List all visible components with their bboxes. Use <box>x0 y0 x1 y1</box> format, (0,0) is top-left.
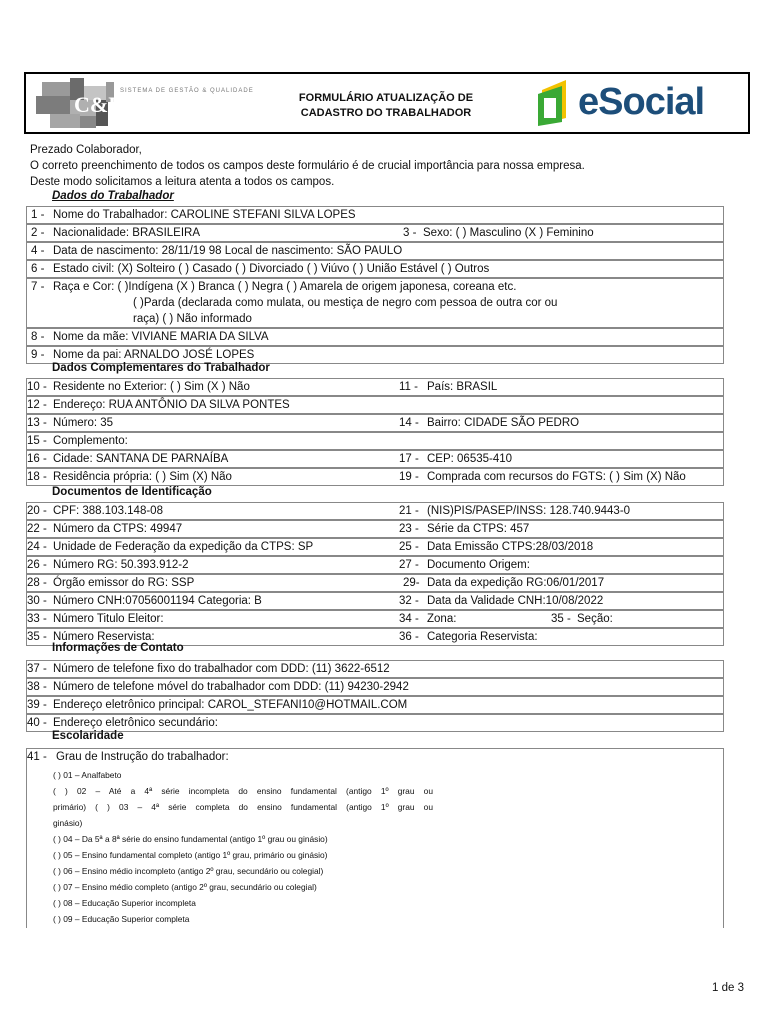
grau-option-03[interactable]: primário) ( ) 03 – 4ª série completa do ensino fundamental (antigo 1º grau ou <box>53 802 433 812</box>
field-number: 33 - <box>27 613 47 625</box>
field-serie-ctps[interactable]: Série da CTPS: 457 <box>427 523 530 535</box>
grau-option-07[interactable]: ( ) 07 – Ensino médio completo (antigo 2º grau, secundário ou colegial) <box>53 882 317 892</box>
field-email-secundario[interactable]: Endereço eletrônico secundário: <box>53 717 218 729</box>
field-number: 41 - <box>27 751 47 763</box>
grau-option-03-cont: ginásio) <box>53 818 83 828</box>
grau-option-09[interactable]: ( ) 09 – Educação Superior completa <box>53 914 190 924</box>
field-endereco[interactable]: Endereço: RUA ANTÔNIO DA SILVA PONTES <box>53 399 290 411</box>
field-number: 11 - <box>399 381 418 393</box>
section-dados-trabalhador: Dados do Trabalhador <box>52 190 174 202</box>
field-residencia-propria[interactable]: Residência própria: ( ) Sim (X) Não <box>53 471 232 483</box>
field-number: 22 - <box>27 523 47 535</box>
logo-caption: SISTEMA DE GESTÃO & QUALIDADE <box>120 88 254 94</box>
field-pais[interactable]: País: BRASIL <box>427 381 498 393</box>
field-number: 10 - <box>27 381 47 393</box>
field-number: 20 - <box>27 505 47 517</box>
field-nome-mae[interactable]: Nome da mãe: VIVIANE MARIA DA SILVA <box>53 331 269 343</box>
field-number: 13 - <box>27 417 47 429</box>
field-complemento[interactable]: Complemento: <box>53 435 128 447</box>
field-uf-ctps[interactable]: Unidade de Federação da expedição da CTPS: SP <box>53 541 314 553</box>
field-cpf[interactable]: CPF: 388.103.148-08 <box>53 505 163 517</box>
field-nome-trabalhador[interactable]: Nome do Trabalhador: CAROLINE STEFANI SILVA LOPES <box>53 209 356 221</box>
field-numero-ctps[interactable]: Número da CTPS: 49947 <box>53 523 183 535</box>
field-nascimento[interactable]: Data de nascimento: 28/11/19 98 Local de nascimento: SÃO PAULO <box>53 245 403 257</box>
esocial-mark-icon <box>534 78 578 126</box>
raca-cor-line: raça) ( ) Não informado <box>133 313 252 325</box>
field-number: 26 - <box>27 559 47 571</box>
field-numero-reservista[interactable]: Número Reservista: <box>53 631 155 643</box>
field-raca-cor[interactable] <box>53 279 557 327</box>
intro-greeting: Prezado Colaborador, <box>30 144 142 156</box>
field-row[interactable] <box>26 538 724 556</box>
field-number: 39 - <box>27 699 47 711</box>
field-number: 24 - <box>27 541 47 553</box>
field-number: 35 - <box>27 631 47 643</box>
field-documento-origem[interactable]: Documento Origem: <box>427 559 530 571</box>
field-number: 37 - <box>27 663 47 675</box>
field-row[interactable] <box>26 714 724 732</box>
section-dados-complementares: Dados Complementares do Trabalhador <box>52 362 270 374</box>
company-logo <box>34 76 254 130</box>
page-number: 1 de 3 <box>712 982 744 994</box>
field-number: 8 - <box>31 331 45 343</box>
field-number: 25 - <box>399 541 419 553</box>
grau-option-04[interactable]: ( ) 04 – Da 5ª a 8ª série do ensino fundamental (antigo 1º grau ou ginásio) <box>53 834 328 844</box>
field-grau-instrucao-label: Grau de Instrução do trabalhador: <box>56 751 229 763</box>
field-data-expedicao-rg[interactable]: Data da expedição RG:06/01/2017 <box>427 577 605 589</box>
field-number: 6 - <box>31 263 45 275</box>
section-contato: Informações de Contato <box>52 642 184 654</box>
field-number: 30 - <box>27 595 47 607</box>
field-number: 28 - <box>27 577 47 589</box>
field-number: 40 - <box>27 717 47 729</box>
field-telefone-movel[interactable]: Número de telefone móvel do trabalhador com DDD: (11) 94230-2942 <box>53 681 409 693</box>
form-header <box>24 72 750 134</box>
field-data-emissao-ctps[interactable]: Data Emissão CTPS:28/03/2018 <box>427 541 594 553</box>
field-row[interactable] <box>26 260 724 278</box>
field-categoria-reservista[interactable]: Categoria Reservista: <box>427 631 538 643</box>
field-cidade[interactable]: Cidade: SANTANA DE PARNAÍBA <box>53 453 229 465</box>
field-number: 19 - <box>399 471 419 483</box>
field-numero-cnh[interactable]: Número CNH:07056001194 Categoria: B <box>53 595 262 607</box>
field-number: 14 - <box>399 417 419 429</box>
field-telefone-fixo[interactable]: Número de telefone fixo do trabalhador com DDD: (11) 3622-6512 <box>53 663 390 675</box>
field-row[interactable] <box>26 278 724 328</box>
field-number: 12 - <box>27 399 47 411</box>
field-row[interactable] <box>26 678 724 696</box>
grau-instrucao-label <box>27 749 229 765</box>
field-number: 9 - <box>31 349 45 361</box>
field-row[interactable] <box>26 556 724 574</box>
field-row[interactable] <box>26 502 724 520</box>
field-fgts[interactable]: Comprada com recursos do FGTS: ( ) Sim (X) Não <box>427 471 686 483</box>
section-escolaridade: Escolaridade <box>52 730 124 742</box>
field-row[interactable] <box>26 206 724 224</box>
field-zona[interactable]: Zona: <box>427 613 457 625</box>
field-number: 18 - <box>27 471 47 483</box>
field-residente-exterior[interactable]: Residente no Exterior: ( ) Sim (X ) Não <box>53 381 250 393</box>
field-nacionalidade[interactable]: Nacionalidade: BRASILEIRA <box>53 227 201 239</box>
field-row[interactable] <box>26 224 724 242</box>
intro-text <box>30 142 585 190</box>
field-estado-civil[interactable]: Estado civil: (X) Solteiro ( ) Casado ( ) Divorciado ( ) Viúvo ( ) União Estável ( ) Outros <box>53 263 490 275</box>
field-row[interactable] <box>26 396 724 414</box>
intro-line: O correto preenchimento de todos os campos deste formulário é de crucial importância para nossa empresa. <box>30 160 585 172</box>
section-documentos: Documentos de Identificação <box>52 486 212 498</box>
field-nome-pai[interactable]: Nome da pai: ARNALDO JOSÉ LOPES <box>53 349 255 361</box>
field-number: 17 - <box>399 453 419 465</box>
field-number: 21 - <box>399 505 419 517</box>
field-secao[interactable]: Seção: <box>577 613 613 625</box>
field-row[interactable] <box>26 468 724 486</box>
field-number: 15 - <box>27 435 47 447</box>
field-row[interactable] <box>26 414 724 432</box>
grau-option-02[interactable]: ( ) 02 – Até a 4ª série incompleta do ensino fundamental (antigo 1º grau ou <box>53 786 433 796</box>
field-number: 1 - <box>31 209 45 221</box>
field-row[interactable] <box>26 696 724 714</box>
field-number: 27 - <box>399 559 419 571</box>
field-number: 2 - <box>31 227 45 239</box>
field-number: 23 - <box>399 523 419 535</box>
field-titulo-eleitor[interactable]: Número Titulo Eleitor: <box>53 613 164 625</box>
field-bairro[interactable]: Bairro: CIDADE SÃO PEDRO <box>427 417 580 429</box>
esocial-wordmark: eSocial <box>578 81 705 123</box>
field-number: 16 - <box>27 453 47 465</box>
raca-cor-line: Raça e Cor: ( )Indígena (X ) Branca ( ) Negra ( ) Amarela de origem japonesa, coreana etc. <box>53 281 517 293</box>
grau-option-01[interactable]: ( ) 01 – Analfabeto <box>53 770 122 780</box>
field-pis[interactable]: (NIS)PIS/PASEP/INSS: 128.740.9443-0 <box>427 505 631 517</box>
form-title-line1: FORMULÁRIO ATUALIZAÇÃO DE <box>298 92 474 104</box>
field-number: 7 - <box>31 281 45 293</box>
form-title <box>266 91 506 121</box>
field-row[interactable] <box>26 242 724 260</box>
field-row[interactable] <box>26 450 724 468</box>
field-cep[interactable]: CEP: 06535-410 <box>427 453 513 465</box>
esocial-logo <box>534 78 714 126</box>
field-number: 35 - <box>551 613 571 625</box>
field-row[interactable] <box>26 328 724 346</box>
grau-option-05[interactable]: ( ) 05 – Ensino fundamental completo (antigo 1º grau, primário ou ginásio) <box>53 850 328 860</box>
field-row[interactable] <box>26 520 724 538</box>
field-row[interactable] <box>26 610 724 628</box>
field-number: 29- <box>403 577 420 589</box>
field-number: 34 - <box>399 613 419 625</box>
field-grau-instrucao[interactable] <box>26 748 724 928</box>
field-orgao-emissor[interactable]: Órgão emissor do RG: SSP <box>53 577 195 589</box>
field-number: 36 - <box>399 631 419 643</box>
field-row[interactable] <box>26 432 724 450</box>
logo-monogram: C&P <box>74 92 122 117</box>
field-number: 38 - <box>27 681 47 693</box>
field-sexo[interactable]: Sexo: ( ) Masculino (X ) Feminino <box>423 227 594 239</box>
field-numero-rg[interactable]: Número RG: 50.393.912-2 <box>53 559 189 571</box>
field-number: 3 - <box>403 227 417 239</box>
raca-cor-line: ( )Parda (declarada como mulata, ou mestiça de negro com pessoa de outra cor ou <box>133 297 558 309</box>
field-validade-cnh[interactable]: Data da Validade CNH:10/08/2022 <box>427 595 604 607</box>
field-numero[interactable]: Número: 35 <box>53 417 114 429</box>
field-row[interactable] <box>26 378 724 396</box>
form-title-line2: CADASTRO DO TRABALHADOR <box>300 107 472 119</box>
field-row[interactable] <box>26 660 724 678</box>
field-row[interactable] <box>26 574 724 592</box>
grau-option-08[interactable]: ( ) 08 – Educação Superior incompleta <box>53 898 196 908</box>
field-row[interactable] <box>26 592 724 610</box>
grau-option-06[interactable]: ( ) 06 – Ensino médio incompleto (antigo 2º grau, secundário ou colegial) <box>53 866 324 876</box>
intro-line: Deste modo solicitamos a leitura atenta a todos os campos. <box>30 176 335 188</box>
field-number: 4 - <box>31 245 45 257</box>
field-email-principal[interactable]: Endereço eletrônico principal: CAROL_STEFANI10@HOTMAIL.COM <box>53 699 408 711</box>
field-number: 32 - <box>399 595 419 607</box>
